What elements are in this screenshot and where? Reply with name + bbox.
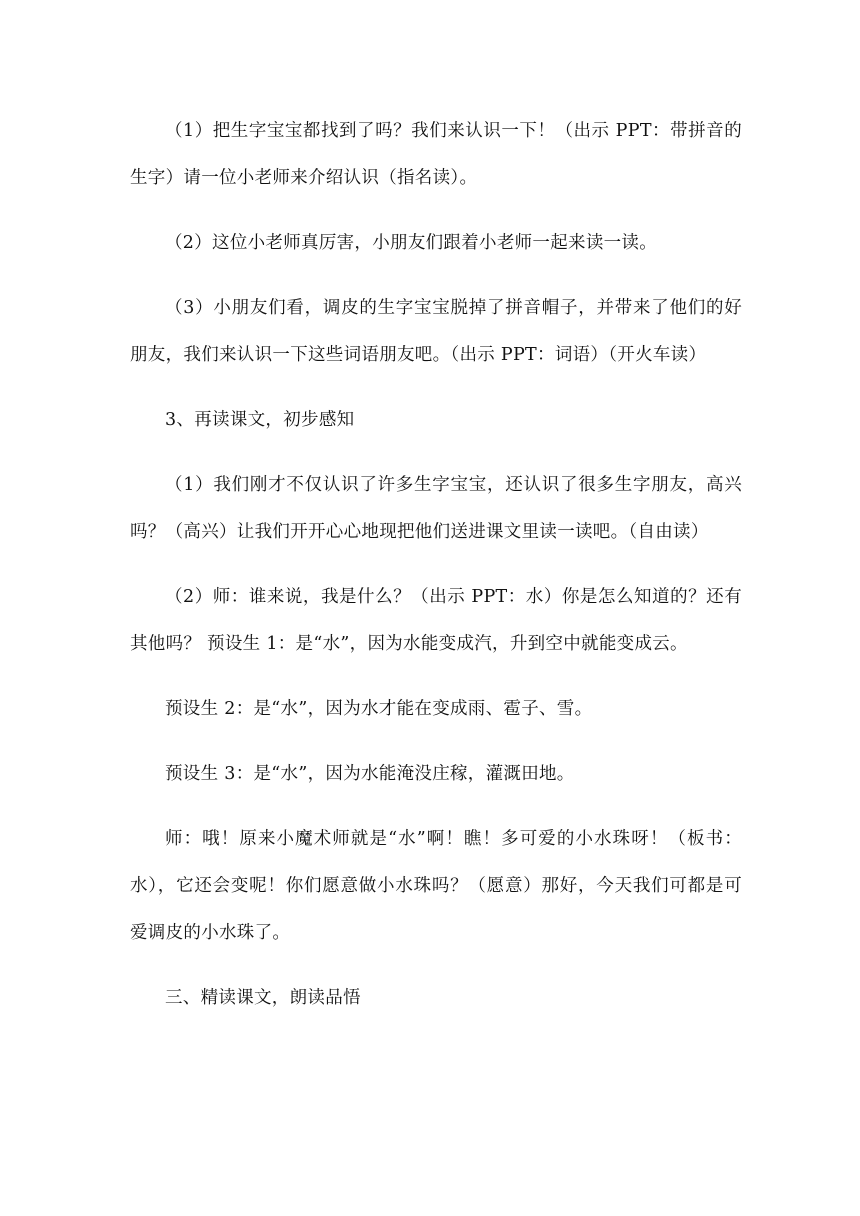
paragraph-8: 师：哦！原来小魔术师就是“水”啊！瞧！多可爱的小水珠呀！（板书：水），它还会变呢！你们愿意做小水珠吗？（愿意）那好，今天我们可都是可爱调皮的小水珠了。	[130, 829, 742, 943]
paragraph-4: （1）我们刚才不仅认识了许多生字宝宝，还认识了很多生字朋友，高兴吗？（高兴）让我们开开心心地现把他们送进课文里读一读吧。（自由读）	[130, 475, 742, 542]
paragraph-6: 预设生 2：是“水”，因为水才能在变成雨、雹子、雪。	[165, 699, 593, 719]
paragraph-7: 预设生 3：是“水”，因为水能淹没庄稼，灌溉田地。	[165, 764, 575, 784]
document-body	[130, 108, 742, 1022]
section-heading-three: 三、精读课文，朗读品悟	[165, 988, 361, 1008]
paragraph-2: （2）这位小老师真厉害，小朋友们跟着小老师一起来读一读。	[165, 233, 658, 253]
paragraph-5: （2）师：谁来说，我是什么？（出示 PPT：水）你是怎么知道的？还有其他吗？ 预设生 1：是“水”，因为水能变成汽，升到空中就能变成云。	[130, 587, 742, 654]
section-heading-3: 3、再读课文，初步感知	[165, 410, 355, 430]
paragraph-3: （3）小朋友们看，调皮的生字宝宝脱掉了拼音帽子，并带来了他们的好朋友，我们来认识一下这些词语朋友吧。（出示 PPT：词语）（开火车读）	[130, 298, 742, 365]
paragraph-1: （1）把生字宝宝都找到了吗？我们来认识一下！（出示 PPT：带拼音的生字）请一位小老师来介绍认识（指名读）。	[130, 121, 742, 188]
